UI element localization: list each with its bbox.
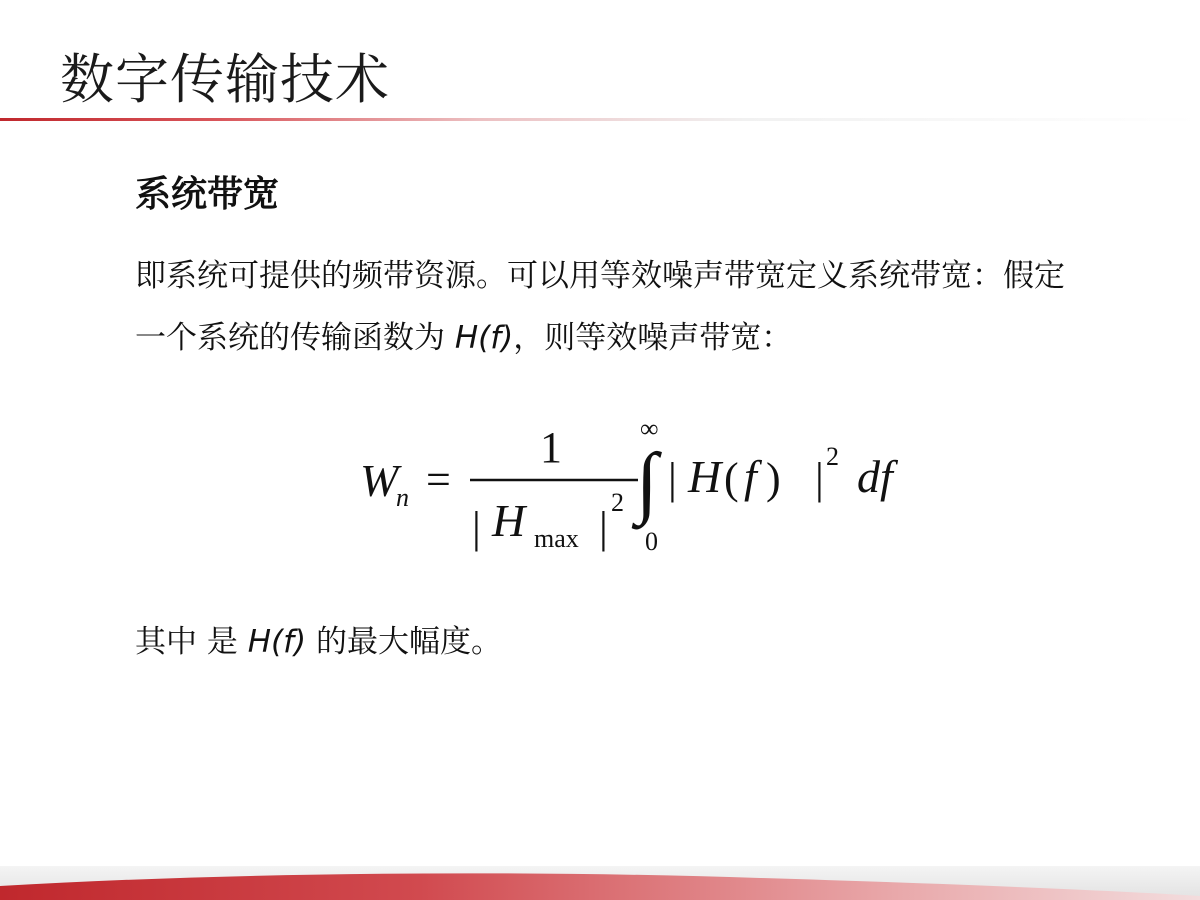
inline-math-transfer-function: H(f) <box>454 320 514 356</box>
integrand-paren-close: ) <box>766 454 781 503</box>
paragraph-text: 一个系统的传输函数为 <box>135 320 455 356</box>
formula-denominator-bar-left: | <box>472 503 481 552</box>
formula-lhs-variable: W <box>360 455 399 506</box>
integral-lower-limit: 0 <box>645 527 658 556</box>
slide-title: 数字传输技术 <box>60 48 390 111</box>
inline-math-transfer-function: H(f) <box>247 624 307 660</box>
title-divider <box>0 118 1200 121</box>
paragraph-text: 的最大幅度。 <box>306 624 502 660</box>
section-heading: 系统带宽 <box>135 174 280 215</box>
footer-swoosh <box>0 866 1200 900</box>
integral-upper-limit: ∞ <box>640 414 659 443</box>
formula-denominator-subscript: max <box>534 524 579 553</box>
integrand-paren-open: ( <box>724 454 739 503</box>
integrand-function: H <box>688 451 722 502</box>
formula-denominator-exponent: 2 <box>611 488 624 517</box>
integrand-exponent: 2 <box>826 442 839 471</box>
integral-sign: ∫ <box>636 438 658 526</box>
definition-paragraph: 即系统可提供的频带资源。可以用等效噪声带宽定义系统带宽：假定 <box>135 258 1065 294</box>
formula-denominator-bar-right: | <box>599 503 608 552</box>
integrand-argument: f <box>744 451 757 502</box>
noise-bandwidth-formula <box>340 400 940 570</box>
formula-equals-sign: = <box>426 455 451 504</box>
formula-differential: df <box>857 451 893 502</box>
transfer-function-paragraph <box>135 316 792 360</box>
formula-denominator-variable: H <box>492 495 526 546</box>
paragraph-text: ，则等效噪声带宽： <box>513 320 793 356</box>
formula-numerator: 1 <box>540 423 562 472</box>
integrand-bar-left: | <box>668 454 677 503</box>
formula-graphic <box>340 400 940 570</box>
integrand-bar-right: | <box>815 454 824 503</box>
paragraph-text: 其中 是 <box>135 624 248 660</box>
formula-lhs-subscript: n <box>396 483 409 512</box>
max-amplitude-paragraph <box>135 620 502 664</box>
